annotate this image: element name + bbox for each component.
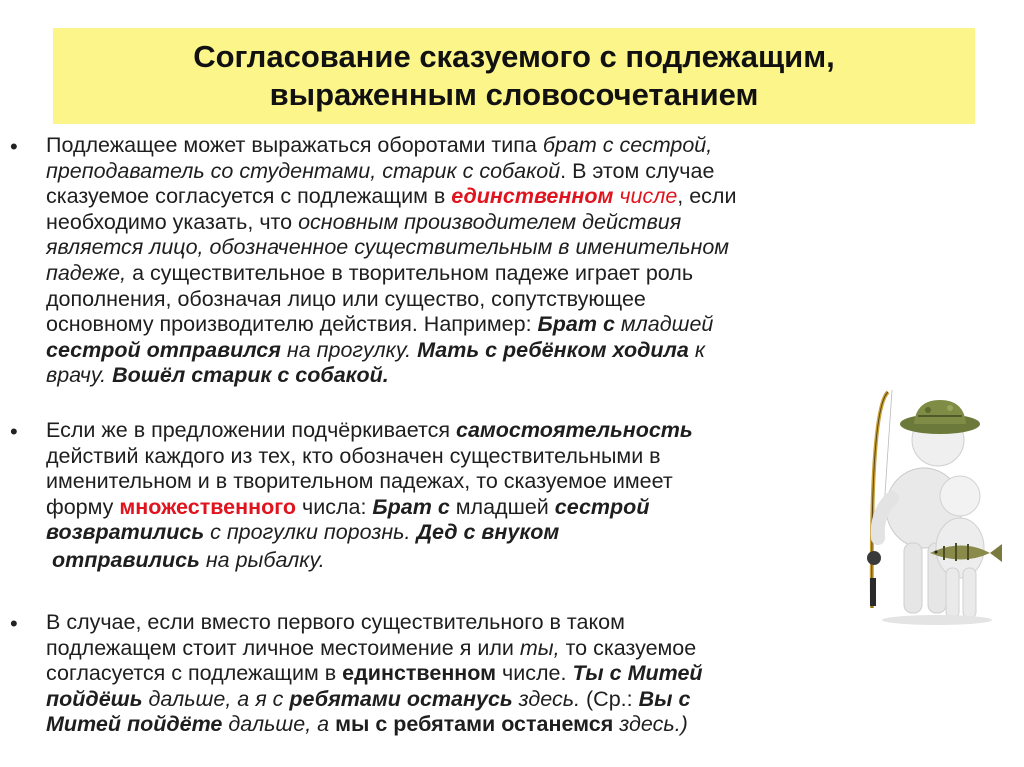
text-run: Ты с Митей: [572, 661, 703, 686]
text-run: врачу.: [46, 363, 107, 388]
text-run: Подлежащее может выражаться оборотами типа: [46, 133, 543, 157]
text-run: Митей пойдёте: [46, 712, 223, 737]
fisherman-figure-icon: [852, 388, 1002, 628]
text-run: множественного: [119, 494, 297, 519]
paragraph-2: [46, 418, 693, 546]
text-run: сказуемое согласуется с подлежащим в: [46, 184, 452, 209]
text-run: необходимо указать, что: [46, 209, 299, 234]
text-run: В случае, если вместо первого существительного в таком: [46, 610, 625, 634]
text-run: к: [694, 337, 705, 362]
text-run: действий каждого из тех, кто обозначен существительными в: [46, 443, 661, 468]
text-run: а существительное в творительном падеже играет роль: [126, 260, 694, 285]
paragraph-2-tail: [52, 548, 325, 574]
text-line: [46, 235, 737, 261]
text-line: [46, 712, 703, 738]
bullet-3: •: [10, 611, 18, 636]
text-run: младшей: [620, 312, 714, 337]
text-run: сестрой отправился: [46, 337, 281, 362]
text-run: , если: [677, 184, 737, 209]
text-run: единственном: [342, 661, 497, 686]
text-run: падеже,: [46, 260, 127, 285]
text-run: числа:: [296, 494, 373, 519]
text-run: брат с сестрой,: [542, 133, 713, 157]
text-run: дополнения, обозначая лицо или существо, сопутствующее: [46, 286, 646, 311]
text-run: . В этом случае: [560, 158, 715, 183]
text-run: дальше, а: [228, 712, 330, 737]
text-run: Вы с: [638, 686, 691, 711]
text-run: числе.: [496, 661, 573, 686]
text-line: [46, 261, 737, 287]
text-line: [52, 548, 325, 574]
text-run: Вошёл старик с собакой.: [112, 363, 389, 388]
bullet-1: •: [10, 134, 18, 159]
text-line: [46, 159, 737, 185]
text-line: [46, 520, 693, 546]
text-run: Дед с внуком: [416, 520, 560, 545]
text-run: то сказуемое: [559, 635, 697, 660]
text-run: Брат с: [537, 312, 615, 337]
text-run: ребятами останусь: [289, 686, 513, 711]
text-run: младшей: [449, 494, 555, 519]
text-line: [46, 363, 737, 389]
text-run: является лицо, обозначенное существительным в именительном: [46, 235, 730, 260]
text-line: [46, 469, 693, 495]
text-run: Брат с: [372, 494, 450, 519]
text-line: [46, 444, 693, 470]
text-run: на прогулку.: [286, 337, 412, 362]
text-line: [46, 687, 703, 713]
text-line: [46, 610, 703, 636]
text-run: ты,: [519, 635, 560, 660]
text-line: [46, 418, 693, 444]
text-run: (Ср.:: [580, 686, 639, 711]
title-line-2: выраженным словосочетанием: [269, 77, 759, 112]
text-run: числе: [619, 184, 678, 209]
text-run: Если же в предложении подчёркивается: [46, 418, 456, 442]
text-line: [46, 133, 737, 159]
paragraph-3: [46, 610, 703, 738]
paragraph-1: [46, 133, 737, 389]
text-run: преподаватель со студентами, старик с собакой: [46, 158, 561, 183]
text-run: с прогулки порознь.: [210, 520, 411, 545]
text-run: возвратились: [46, 520, 205, 545]
text-line: [46, 661, 703, 687]
text-run: самостоятельность: [455, 418, 693, 442]
text-line: [46, 184, 737, 210]
text-run: основному производителю действия. Например:: [46, 312, 538, 337]
text-run: Мать с ребёнком ходила: [417, 337, 689, 362]
text-run: сестрой: [554, 494, 650, 519]
text-line: [46, 312, 737, 338]
text-run: единственном: [451, 184, 614, 209]
text-run: мы с ребятами останемся: [335, 712, 614, 737]
text-line: [46, 210, 737, 236]
text-line: [46, 338, 737, 364]
text-run: именительном и в творительном падежах, то сказуемое имеет: [46, 469, 673, 494]
text-run: основным производителем действия: [298, 209, 682, 234]
title-line-1: Согласование сказуемого с подлежащим,: [193, 39, 835, 74]
text-run: форму: [46, 494, 120, 519]
text-run: здесь.): [619, 712, 688, 737]
text-run: здесь.: [518, 686, 581, 711]
text-run: согласуется с подлежащим в: [46, 661, 343, 686]
bullet-2: •: [10, 419, 18, 444]
text-run: подлежащем стоит личное местоимение я или: [46, 635, 520, 660]
text-line: [46, 636, 703, 662]
text-run: пойдёшь: [46, 686, 143, 711]
text-run: на рыбалку.: [205, 548, 325, 572]
text-run: отправились: [52, 548, 200, 572]
text-line: [46, 287, 737, 313]
text-run: дальше, а я с: [148, 686, 284, 711]
text-line: [46, 495, 693, 521]
